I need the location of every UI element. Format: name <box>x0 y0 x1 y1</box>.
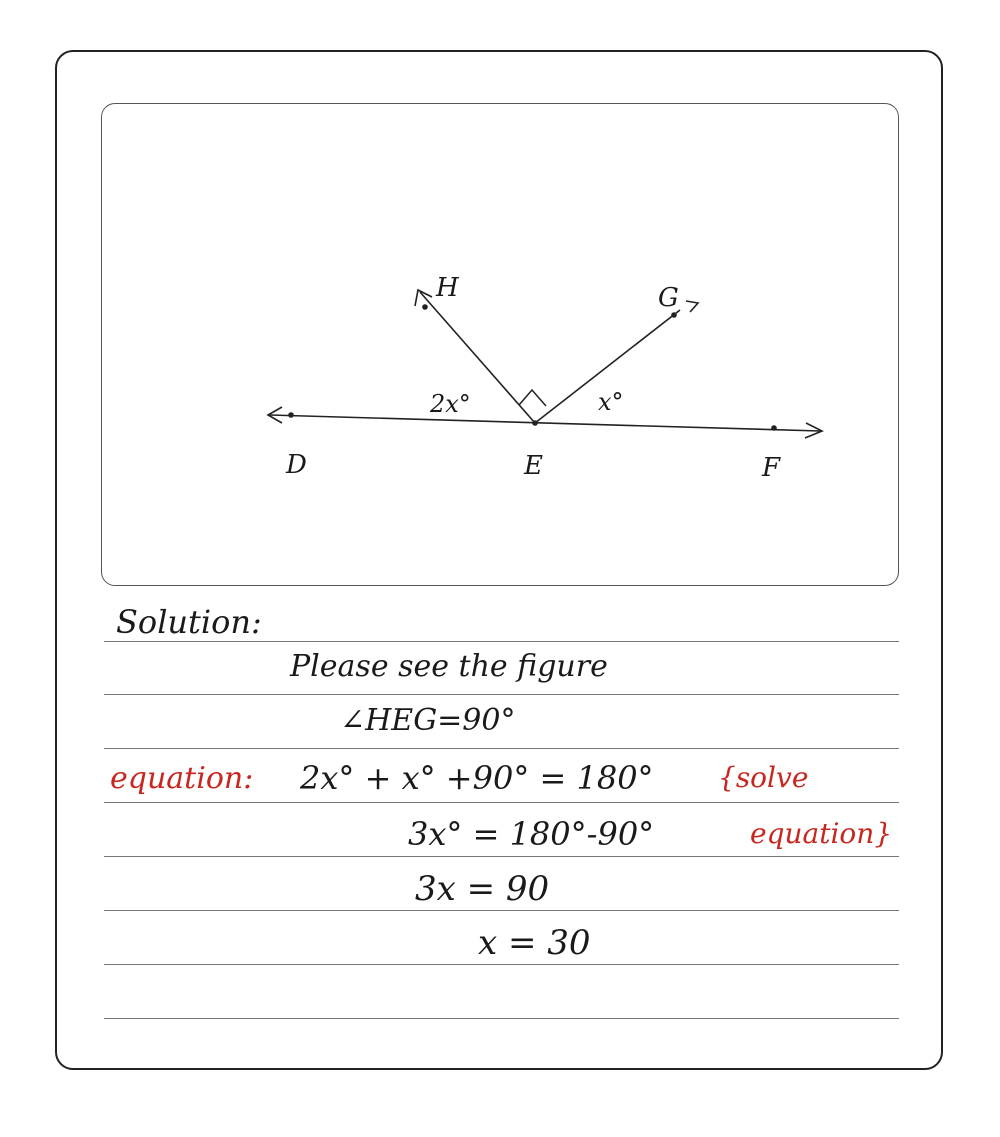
rule-line <box>104 964 899 965</box>
rule-line <box>104 802 899 803</box>
equation-label: equation: <box>110 761 254 796</box>
line-df <box>270 415 820 431</box>
point-e <box>532 420 538 426</box>
label-e: E <box>524 451 543 481</box>
rule-line <box>104 910 899 911</box>
note-solve: {solve <box>718 761 809 794</box>
rule-line <box>104 1018 899 1019</box>
angle-label-left: 2x° <box>430 390 471 418</box>
solution-answer: x = 30 <box>478 923 591 963</box>
rule-line <box>104 856 899 857</box>
rule-line <box>104 641 899 642</box>
rule-line <box>104 694 899 695</box>
point-f <box>771 425 777 431</box>
solution-heading: Solution: <box>116 603 262 641</box>
solution-line-angle: ∠HEG=90° <box>340 703 516 738</box>
solution-line-figure: Please see the figure <box>290 649 608 684</box>
solution-equation: 2x° + x° +90° = 180° <box>300 759 654 797</box>
label-d: D <box>286 450 307 480</box>
right-angle-mark <box>519 390 546 406</box>
solution-step-1: 3x° = 180°-90° <box>408 815 655 853</box>
point-h <box>422 304 428 310</box>
label-h: H <box>436 273 459 303</box>
note-equation: equation} <box>750 817 893 850</box>
point-d <box>288 412 294 418</box>
solution-step-2: 3x = 90 <box>415 869 550 909</box>
label-g: G <box>658 283 679 313</box>
point-g <box>671 312 677 318</box>
arrow-g <box>686 301 698 312</box>
rule-line <box>104 748 899 749</box>
angle-label-right: x° <box>598 388 624 416</box>
label-f: F <box>762 453 781 483</box>
